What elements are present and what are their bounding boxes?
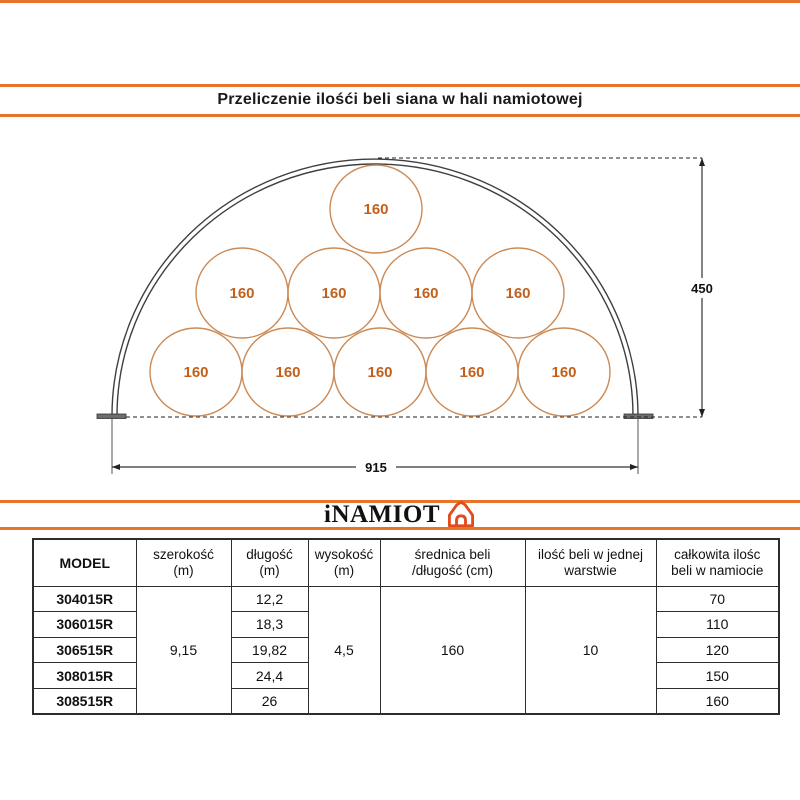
model-cell: 308015R — [33, 663, 136, 689]
tent-icon — [446, 501, 476, 527]
header-srednica: średnica beli /długość (cm) — [380, 539, 525, 586]
ilosc-warstwa-cell: 10 — [525, 586, 656, 714]
bale-diameter-label: 160 — [551, 364, 577, 381]
table-row — [33, 586, 779, 612]
spec-table — [32, 538, 780, 715]
srednica-cell: 160 — [380, 586, 525, 714]
bale-diameter-label: 160 — [505, 285, 531, 302]
model-cell: 306015R — [33, 612, 136, 638]
calkowita-cell: 120 — [656, 637, 779, 663]
bale-diameter-label: 160 — [275, 364, 301, 381]
bale-diameter-label: 160 — [413, 285, 439, 302]
dlugosc-cell: 26 — [231, 688, 308, 714]
calkowita-cell: 150 — [656, 663, 779, 689]
szerokosc-cell: 9,15 — [136, 586, 231, 714]
model-cell: 308515R — [33, 688, 136, 714]
model-cell: 306515R — [33, 637, 136, 663]
header-ilosc-warstwa: ilość beli w jednej warstwie — [525, 539, 656, 586]
dlugosc-cell: 12,2 — [231, 586, 308, 612]
logo-rule-bottom — [0, 527, 800, 530]
header-model: MODEL — [33, 539, 136, 586]
logo-band — [0, 501, 800, 527]
model-cell: 304015R — [33, 586, 136, 612]
logo-text: iNAMIOT — [324, 500, 440, 528]
dlugosc-cell: 19,82 — [231, 637, 308, 663]
bale-diameter-label: 160 — [183, 364, 209, 381]
dlugosc-cell: 24,4 — [231, 663, 308, 689]
header-dlugosc: długość (m) — [231, 539, 308, 586]
calkowita-cell: 160 — [656, 688, 779, 714]
table-header-row — [33, 539, 779, 586]
bale-diameter-label: 160 — [229, 285, 255, 302]
width-dimension — [112, 417, 638, 476]
height-dimension-label: 450 — [691, 281, 713, 296]
bale-diameter-label: 160 — [321, 285, 347, 302]
dlugosc-cell: 18,3 — [231, 612, 308, 638]
calkowita-cell: 110 — [656, 612, 779, 638]
bale-diameter-label: 160 — [367, 364, 393, 381]
header-szerokosc: szerokość (m) — [136, 539, 231, 586]
wysokosc-cell: 4,5 — [308, 586, 380, 714]
width-dimension-label: 915 — [365, 460, 387, 475]
calkowita-cell: 70 — [656, 586, 779, 612]
header-calkowita: całkowita ilośc beli w namiocie — [656, 539, 779, 586]
bale-diameter-label: 160 — [459, 364, 485, 381]
page-title: Przeliczenie ilośći beli siana w hali namiotowej — [217, 91, 583, 108]
bale-diameter-label: 160 — [363, 201, 389, 218]
height-dimension — [688, 158, 717, 417]
header-wysokosc: wysokość (m) — [308, 539, 380, 586]
